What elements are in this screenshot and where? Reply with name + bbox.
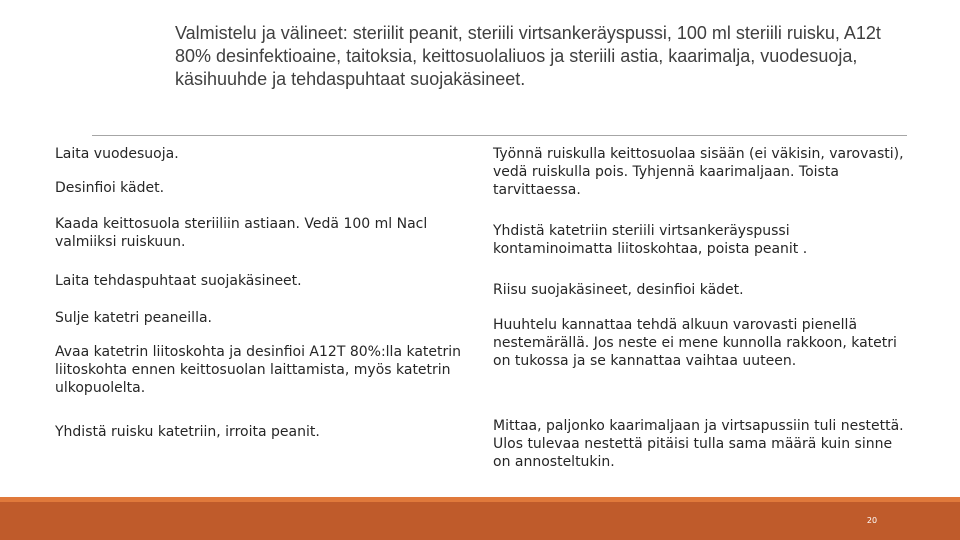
step-text: Huuhtelu kannattaa tehdä alkuun varovasti pienellä nestemärällä. Jos neste ei mene kunnolla rakkoon, katetri on tukossa ja se kannattaa vaihtaa uuteen.	[493, 317, 897, 369]
title-divider	[92, 135, 907, 136]
step-text: Desinfioi kädet.	[55, 180, 165, 196]
step-text: Yhdistä katetriin steriili virtsankeräyspussi kontaminoimatta liitoskohtaa, poista peanit .	[493, 223, 808, 257]
step-text: Kaada keittosuola steriiliin astiaan. Vedä 100 ml Nacl valmiiksi ruiskuun.	[55, 216, 428, 250]
step-text: Riisu suojakäsineet, desinfioi kädet.	[493, 282, 744, 298]
footer-bar	[0, 502, 960, 540]
slide-title: Valmistelu ja välineet: steriilit peanit, steriili virtsankeräyspussi, 100 ml steriili ruisku, A12t 80% desinfektioaine, taitoksia, keittosuolaliuos ja steriili astia, kaarimalja, vuodesuoja, käsihuuhde ja tehdaspuhtaat suojakäsineet.	[175, 23, 881, 89]
step-text: Työnnä ruiskulla keittosuolaa sisään (ei väkisin, varovasti), vedä ruiskulla pois. Tyhjennä kaarimaljaan. Toista tarvittaessa.	[493, 146, 904, 198]
step-text: Laita vuodesuoja.	[55, 146, 179, 162]
step-text: Yhdistä ruisku katetriin, irroita peanit.	[55, 424, 320, 440]
step-text: Mittaa, paljonko kaarimaljaan ja virtsapussiin tuli nestettä. Ulos tulevaa nestettä pitäisi tulla sama määrä kuin sinne on annosteltukin.	[493, 418, 904, 470]
page-number: 20	[866, 516, 878, 525]
step-text: Laita tehdaspuhtaat suojakäsineet.	[55, 273, 302, 289]
step-text: Sulje katetri peaneilla.	[55, 310, 212, 326]
step-text: Avaa katetrin liitoskohta ja desinfioi A12T 80%:lla katetrin liitoskohta ennen keittosuolan laittamista, myös katetrin ulkopuolelta.	[55, 344, 462, 396]
